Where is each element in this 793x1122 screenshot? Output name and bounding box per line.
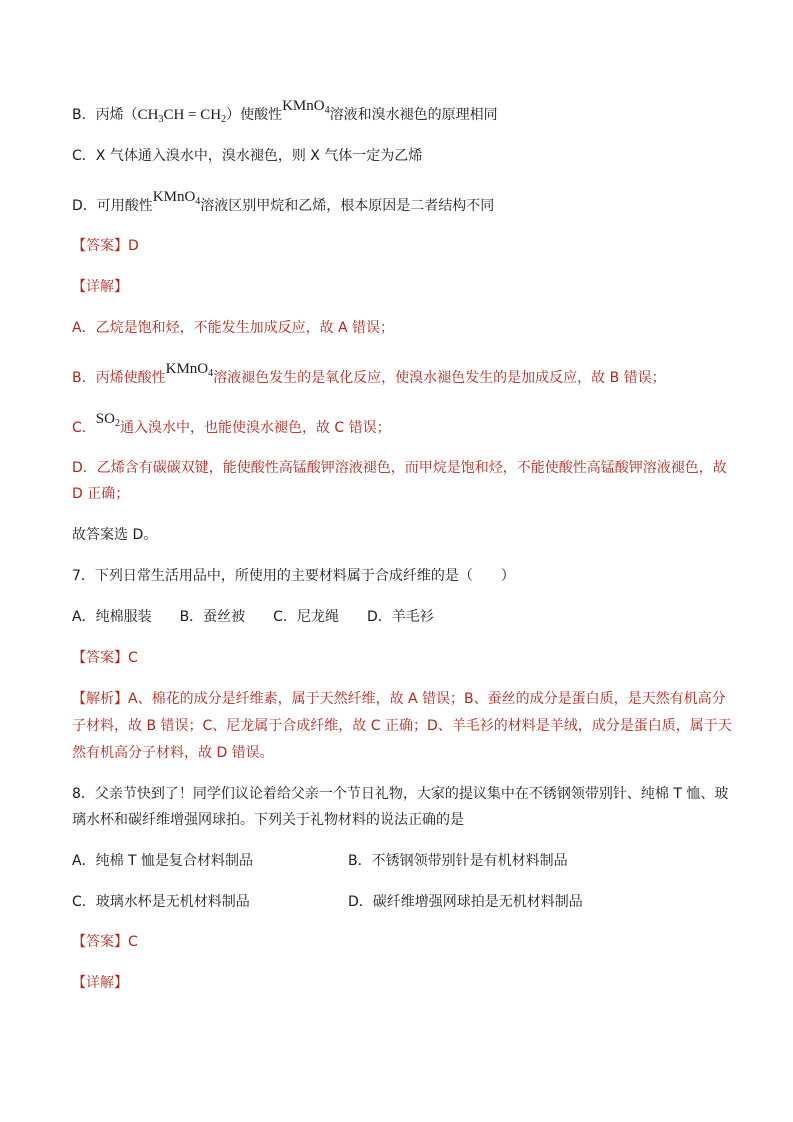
q6-option-b-text: ）使酸性	[226, 107, 283, 123]
formula-part: KMnO	[165, 361, 209, 377]
q6-conclusion: 故答案选 D。	[72, 527, 158, 543]
q8-options-row2	[72, 892, 583, 912]
q8-option-c: C．玻璃水杯是无机材料制品	[72, 894, 250, 910]
formula-part: CH	[137, 107, 159, 123]
formula-subscript: 4	[208, 368, 214, 379]
analysis-label: 【解析】	[72, 691, 128, 707]
formula-kmno4	[166, 361, 214, 377]
q8-answer	[72, 932, 138, 952]
q6-explanation-b	[72, 361, 666, 390]
q6-explanation-b-text: 溶液褪色发生的是氧化反应，使溴水褪色发生的是加成反应，故 B 错误；	[213, 370, 666, 386]
q6-explanation-b-text: B．丙烯使酸性	[72, 370, 166, 386]
formula-kmno4	[282, 98, 330, 114]
q8-option-d: D．碳纤维增强网球拍是无机材料制品	[348, 894, 583, 910]
q8-stem-line2: 璃水杯和碳纤维增强网球拍。下列关于礼物材料的说法正确的是	[72, 812, 464, 828]
q6-option-b	[72, 98, 498, 127]
answer-value: D	[128, 238, 139, 254]
formula-so2	[96, 411, 120, 427]
answer-label: 【答案】	[72, 934, 128, 950]
q6-option-d	[72, 189, 495, 218]
q6-explanation-c	[72, 411, 391, 440]
q6-explanation-c-text: 通入溴水中，也能使溴水褪色，故 C 错误；	[119, 420, 391, 436]
q6-option-d-text: 溶液区别甲烷和乙烯，根本原因是二者结构不同	[200, 198, 495, 214]
q7-answer	[72, 648, 138, 668]
q6-explanation-d-line2: D 正确；	[72, 486, 130, 502]
analysis-text: A、棉花的成分是纤维素，属于天然纤维，故 A 错误；B、蚕丝的成分是蛋白质，是天然有机高分	[128, 691, 726, 707]
formula-subscript: 3	[158, 114, 164, 125]
formula-propene	[138, 107, 226, 123]
q8-stem-line1: 8．父亲节快到了！同学们议论着给父亲一个节日礼物，大家的提议集中在不锈钢领带别针、纯棉 T 恤、玻	[72, 786, 729, 802]
answer-value: C	[128, 650, 138, 666]
q8-detail-label: 【详解】	[72, 975, 128, 991]
q8-option-b: B．不锈钢领带别针是有机材料制品	[348, 853, 568, 869]
formula-part: SO	[95, 411, 115, 427]
q8-options-row1	[72, 851, 568, 871]
formula-subscript: 4	[324, 105, 330, 116]
q8-option-a: A．纯棉 T 恤是复合材料制品	[72, 853, 254, 869]
answer-value: C	[128, 934, 138, 950]
formula-part: CH = CH	[163, 107, 222, 123]
q6-option-b-text: B．丙烯（	[72, 107, 138, 123]
q6-option-d-text: D．可用酸性	[72, 198, 153, 214]
q7-analysis-line3: 然有机高分子材料，故 D 错误。	[72, 745, 274, 761]
q7-stem: 7．下列日常生活用品中，所使用的主要材料属于合成纤维的是（ ）	[72, 568, 515, 584]
q6-detail-label: 【详解】	[72, 279, 128, 295]
formula-part: KMnO	[152, 189, 196, 205]
q6-explanation-c-text: C．	[72, 420, 96, 436]
q6-explanation-d-line1: D．乙烯含有碳碳双键，能使酸性高锰酸钾溶液褪色，而甲烷是饱和烃，不能使酸性高锰酸钾溶液褪色，故	[72, 460, 727, 476]
q6-option-c: C．X 气体通入溴水中，溴水褪色，则 X 气体一定为乙烯	[72, 148, 423, 164]
q6-option-b-text: 溶液和溴水褪色的原理相同	[329, 107, 498, 123]
answer-label: 【答案】	[72, 238, 128, 254]
formula-part: KMnO	[282, 98, 325, 114]
q6-answer	[72, 236, 139, 256]
q7-analysis-line1	[72, 689, 726, 709]
formula-subscript: 4	[195, 196, 201, 207]
q6-explanation-a: A．乙烷是饱和烃，不能发生加成反应，故 A 错误；	[72, 320, 395, 336]
formula-subscript: 2	[221, 114, 227, 125]
formula-subscript: 2	[114, 418, 120, 429]
answer-label: 【答案】	[72, 650, 128, 666]
q7-analysis-line2: 子材料，故 B 错误；C、尼龙属于合成纤维，故 C 正确；D、羊毛衫的材料是羊绒，成分是蛋白质，属于天	[72, 718, 732, 734]
formula-kmno4	[153, 189, 201, 205]
q7-options: A．纯棉服装 B．蚕丝被 C．尼龙绳 D．羊毛衫	[72, 609, 434, 625]
